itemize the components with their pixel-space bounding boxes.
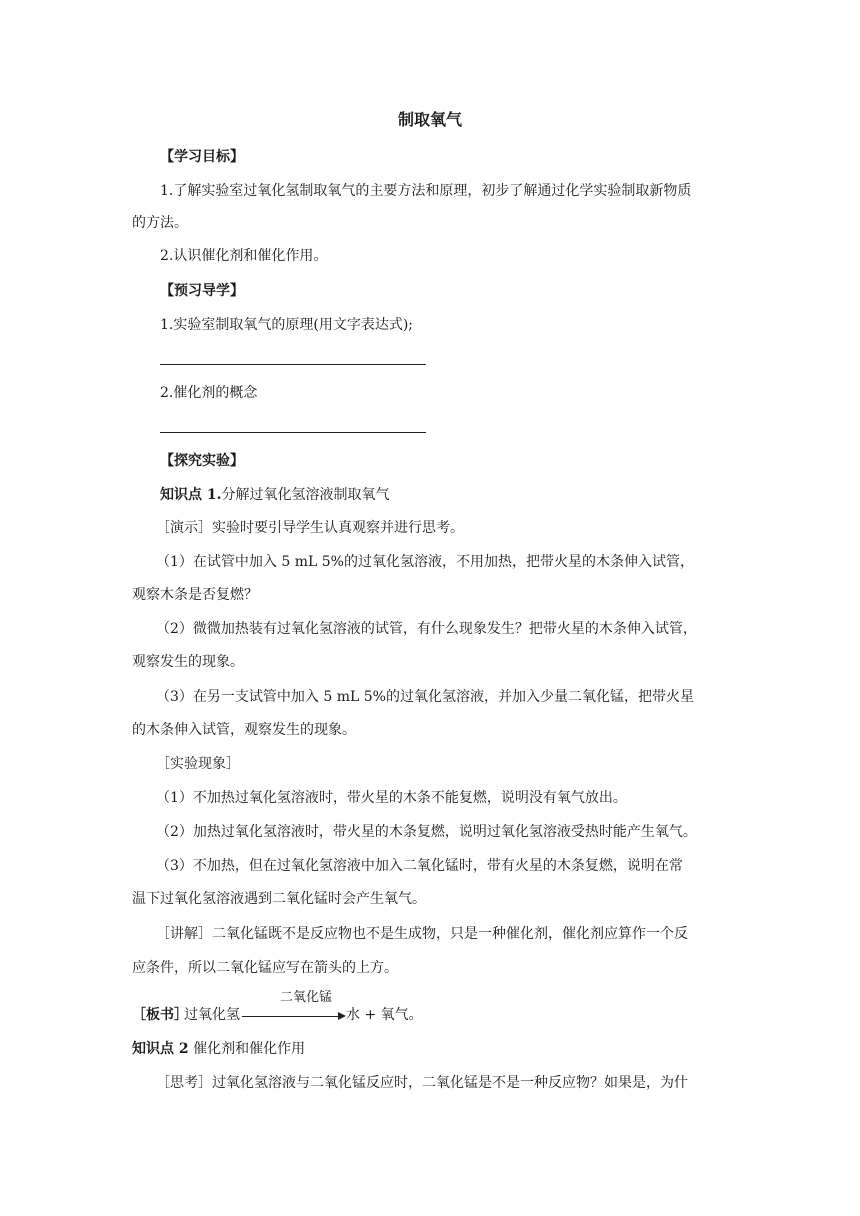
step-3-line-2: 的木条伸入试管，观察发生的现象。	[132, 722, 356, 738]
board-equation	[132, 992, 452, 1032]
kp2-text: 催化剂和催化作用	[188, 1041, 306, 1057]
equation-reactant: 过氧化氢	[184, 1007, 240, 1023]
observation-3-line-1: （3）不加热，但在过氧化氢溶液中加入二氧化锰时，带有火星的木条复燃，说明在常	[156, 858, 683, 874]
preview-2: 2.催化剂的概念	[160, 385, 258, 401]
goal-1-line-2: 的方法。	[132, 215, 188, 231]
equation-product: 水 + 氧气。	[346, 1007, 423, 1023]
step-2-line-1: （2）微微加热装有过氧化氢溶液的试管，有什么现象发生？把带火星的木条伸入试管，	[156, 621, 697, 637]
observation-1: （1）不加热过氧化氢溶液时，带火星的木条不能复燃，说明没有氧气放出。	[156, 790, 627, 806]
demo-note: ［演示］实验时要引导学生认真观察并进行思考。	[156, 520, 464, 536]
step-3-line-1: （3）在另一支试管中加入 5 mL 5%的过氧化氢溶液，并加入少量二氧化锰，把带火星	[156, 689, 694, 705]
knowledge-point-1	[160, 484, 390, 506]
explanation-line-1: ［讲解］二氧化锰既不是反应物也不是生成物，只是一种催化剂，催化剂应算作一个反	[156, 926, 688, 942]
think-prompt: ［思考］过氧化氢溶液与二氧化锰反应时，二氧化锰是不是一种反应物？如果是，为什	[156, 1075, 688, 1091]
equation-condition: 二氧化锰	[280, 990, 333, 1005]
goal-1-line-1: 1.了解实验室过氧化氢制取氧气的主要方法和原理，初步了解通过化学实验制取新物质	[160, 183, 692, 199]
goal-2: 2.认识催化剂和催化作用。	[160, 248, 328, 264]
observation-3-line-2: 温下过氧化氢溶液遇到二氧化锰时会产生氧气。	[132, 891, 426, 907]
kp1-text: 分解过氧化氢溶液制取氧气	[221, 487, 390, 503]
goals-heading: 【学习目标】	[160, 149, 244, 165]
explanation-line-2: 应条件，所以二氧化锰应写在箭头的上方。	[132, 960, 398, 976]
reaction-arrow-line	[242, 1016, 340, 1017]
knowledge-point-2	[132, 1038, 305, 1060]
answer-blank-2	[160, 432, 426, 433]
observation-2: （2）加热过氧化氢溶液时，带火星的木条复燃，说明过氧化氢溶液受热时能产生氧气。	[156, 824, 697, 840]
kp2-label: 知识点 2	[132, 1041, 189, 1057]
reaction-arrow-head-icon	[338, 1012, 346, 1020]
board-label: ［板书］	[132, 1007, 188, 1023]
phenomena-heading: ［实验现象］	[156, 756, 240, 772]
preview-1: 1.实验室制取氧气的原理(用文字表达式);	[160, 317, 413, 333]
kp1-label: 知识点 1.	[160, 487, 222, 503]
preview-heading: 【预习导学】	[160, 283, 244, 299]
step-1-line-2: 观察木条是否复燃？	[132, 587, 258, 603]
step-2-line-2: 观察发生的现象。	[132, 654, 244, 670]
step-1-line-1: （1）在试管中加入 5 mL 5%的过氧化氢溶液，不用加热，把带火星的木条伸入试管，	[156, 554, 694, 570]
answer-blank-1	[160, 364, 426, 365]
explore-heading: 【探究实验】	[160, 453, 244, 469]
page-title: 制取氧气	[397, 110, 462, 129]
